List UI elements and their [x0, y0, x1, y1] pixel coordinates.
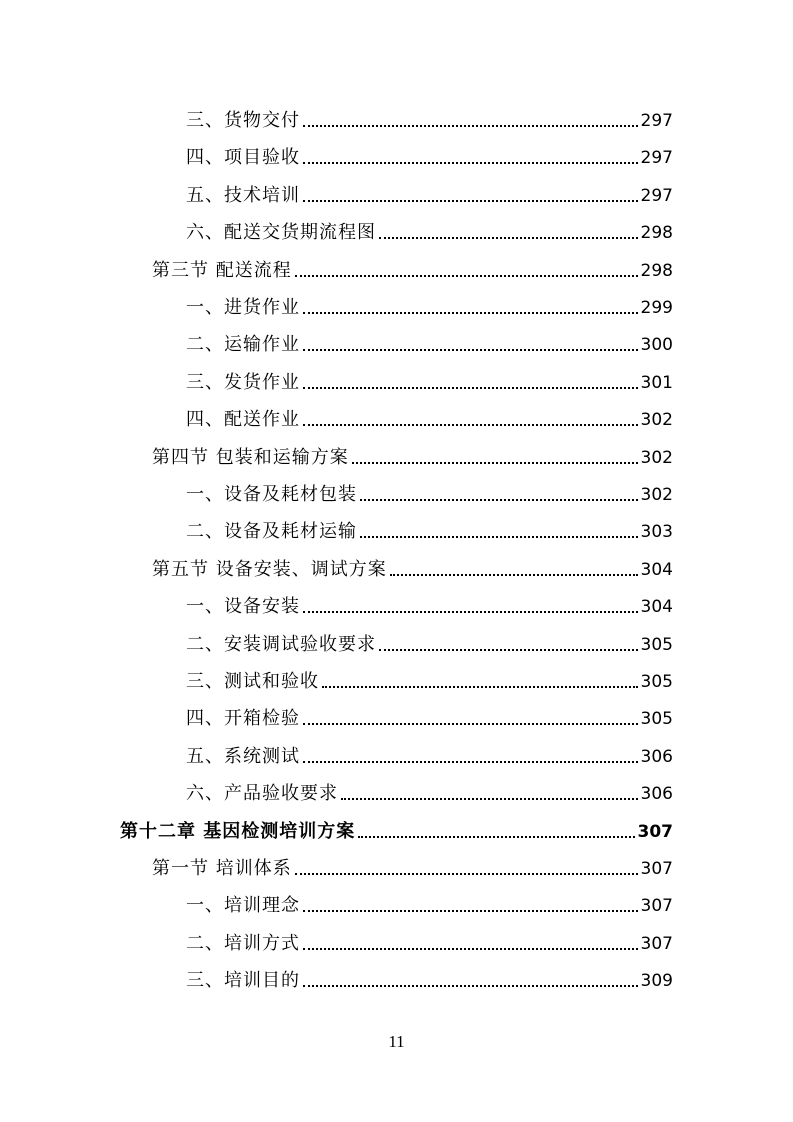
toc-dot-leader: [303, 349, 638, 351]
toc-dot-leader: [379, 649, 638, 651]
toc-subsection-entry[interactable]: [186, 362, 673, 394]
toc-entry-title: 二、安装调试验收要求: [186, 633, 376, 655]
toc-entry-page: 302: [640, 485, 673, 505]
toc-entry-page: 305: [640, 709, 673, 730]
toc-dot-leader: [295, 873, 638, 875]
toc-entry-page: 300: [640, 335, 673, 356]
toc-entry-title: 三、发货作业: [186, 371, 300, 393]
toc-subsection-entry[interactable]: [186, 661, 673, 693]
toc-entry-page: 298: [640, 260, 673, 281]
toc-dot-leader: [360, 536, 638, 538]
toc-entry-title: 三、培训目的: [186, 970, 300, 992]
toc-subsection-entry[interactable]: [186, 212, 673, 244]
toc-entry-title: 二、设备及耗材运输: [186, 521, 357, 543]
toc-section-entry[interactable]: [152, 549, 673, 581]
toc-chapter-entry[interactable]: [120, 811, 673, 843]
toc-dot-leader: [303, 723, 638, 725]
toc-dot-leader: [303, 162, 638, 164]
toc-entry-title: 第五节 设备安装、调试方案: [152, 558, 387, 580]
toc-entry-page: 303: [640, 522, 673, 543]
toc-subsection-entry[interactable]: [186, 773, 673, 805]
toc-section-entry[interactable]: [152, 848, 673, 880]
toc-entry-page: 304: [640, 597, 673, 618]
toc-entry-page: 302: [640, 447, 673, 468]
toc-dot-leader: [303, 312, 638, 314]
toc-entry-page: 297: [640, 111, 673, 131]
toc-dot-leader: [303, 200, 638, 202]
toc-subsection-entry[interactable]: [186, 137, 673, 169]
toc-dot-leader: [303, 387, 638, 389]
toc-section-entry[interactable]: [152, 437, 673, 469]
toc-entry-page: 307: [640, 896, 673, 917]
toc-dot-leader: [303, 611, 638, 613]
toc-entry-page: 305: [640, 672, 673, 692]
toc-entry-page: 307: [640, 933, 673, 954]
toc-entry-page: 304: [640, 559, 673, 580]
page-number: 11: [388, 1032, 405, 1051]
toc-entry-title: 三、货物交付: [186, 110, 300, 131]
toc-entry-page: 297: [640, 185, 673, 206]
toc-dot-leader: [352, 462, 638, 464]
toc-entry-page: 309: [640, 971, 673, 992]
toc-subsection-entry[interactable]: [186, 586, 673, 618]
toc-entry-page: 306: [640, 746, 673, 767]
toc-subsection-entry[interactable]: [186, 736, 673, 768]
toc-subsection-entry[interactable]: [186, 885, 673, 917]
toc-entry-title: 五、系统测试: [186, 745, 300, 767]
toc-entry-page: 306: [640, 784, 673, 805]
toc-subsection-entry[interactable]: [186, 698, 673, 730]
toc-entry-title: 第三节 配送流程: [152, 259, 292, 281]
toc-entry-title: 一、进货作业: [186, 297, 300, 318]
toc-subsection-entry[interactable]: [186, 100, 673, 132]
toc-dot-leader: [303, 985, 638, 987]
toc-entry-title: 一、设备及耗材包装: [186, 484, 357, 505]
toc-subsection-entry[interactable]: [186, 474, 673, 506]
toc-entry-title: 五、技术培训: [186, 184, 300, 206]
toc-entry-title: 二、运输作业: [186, 334, 300, 356]
toc-entry-title: 四、开箱检验: [186, 708, 300, 730]
toc-dot-leader: [303, 761, 638, 763]
toc-subsection-entry[interactable]: [186, 399, 673, 431]
toc-entry-title: 第十二章 基因检测培训方案: [120, 820, 356, 842]
toc-entry-page: 297: [640, 148, 673, 169]
toc-entry-title: 六、配送交货期流程图: [186, 222, 376, 244]
toc-entry-title: 六、产品验收要求: [186, 783, 338, 805]
toc-subsection-entry[interactable]: [186, 175, 673, 207]
toc-dot-leader: [303, 424, 638, 426]
toc-subsection-entry[interactable]: [186, 511, 673, 543]
toc-subsection-entry[interactable]: [186, 324, 673, 356]
toc-dot-leader: [360, 499, 638, 501]
toc-entry-title: 四、项目验收: [186, 147, 300, 169]
toc-entry-page: 301: [640, 372, 673, 393]
toc-entry-title: 四、配送作业: [186, 409, 300, 431]
toc-entry-title: 第一节 培训体系: [152, 858, 292, 879]
toc-subsection-entry[interactable]: [186, 624, 673, 656]
toc-dot-leader: [303, 125, 638, 127]
toc-entry-title: 三、测试和验收: [186, 671, 319, 692]
toc-dot-leader: [390, 574, 638, 576]
toc-entry-title: 一、培训理念: [186, 895, 300, 917]
toc-entry-page: 307: [637, 821, 673, 842]
toc-entry-page: 305: [640, 634, 673, 655]
toc-entry-title: 二、培训方式: [186, 932, 300, 954]
toc-dot-leader: [322, 686, 638, 688]
toc-subsection-entry[interactable]: [186, 923, 673, 955]
toc-dot-leader: [341, 798, 638, 800]
toc-dot-leader: [295, 275, 638, 277]
toc-entry-page: 299: [640, 298, 673, 318]
toc-entry-page: 298: [640, 223, 673, 244]
toc-entry-page: 302: [640, 410, 673, 431]
toc-dot-leader: [379, 237, 638, 239]
toc-entry-title: 第四节 包装和运输方案: [152, 446, 349, 468]
toc-entry-title: 一、设备安装: [186, 596, 300, 618]
toc-dot-leader: [303, 948, 638, 950]
toc-subsection-entry[interactable]: [186, 960, 673, 992]
toc-dot-leader: [303, 910, 638, 912]
toc-section-entry[interactable]: [152, 250, 673, 282]
toc-dot-leader: [358, 836, 634, 838]
toc-entry-page: 307: [640, 859, 673, 879]
toc-subsection-entry[interactable]: [186, 287, 673, 319]
